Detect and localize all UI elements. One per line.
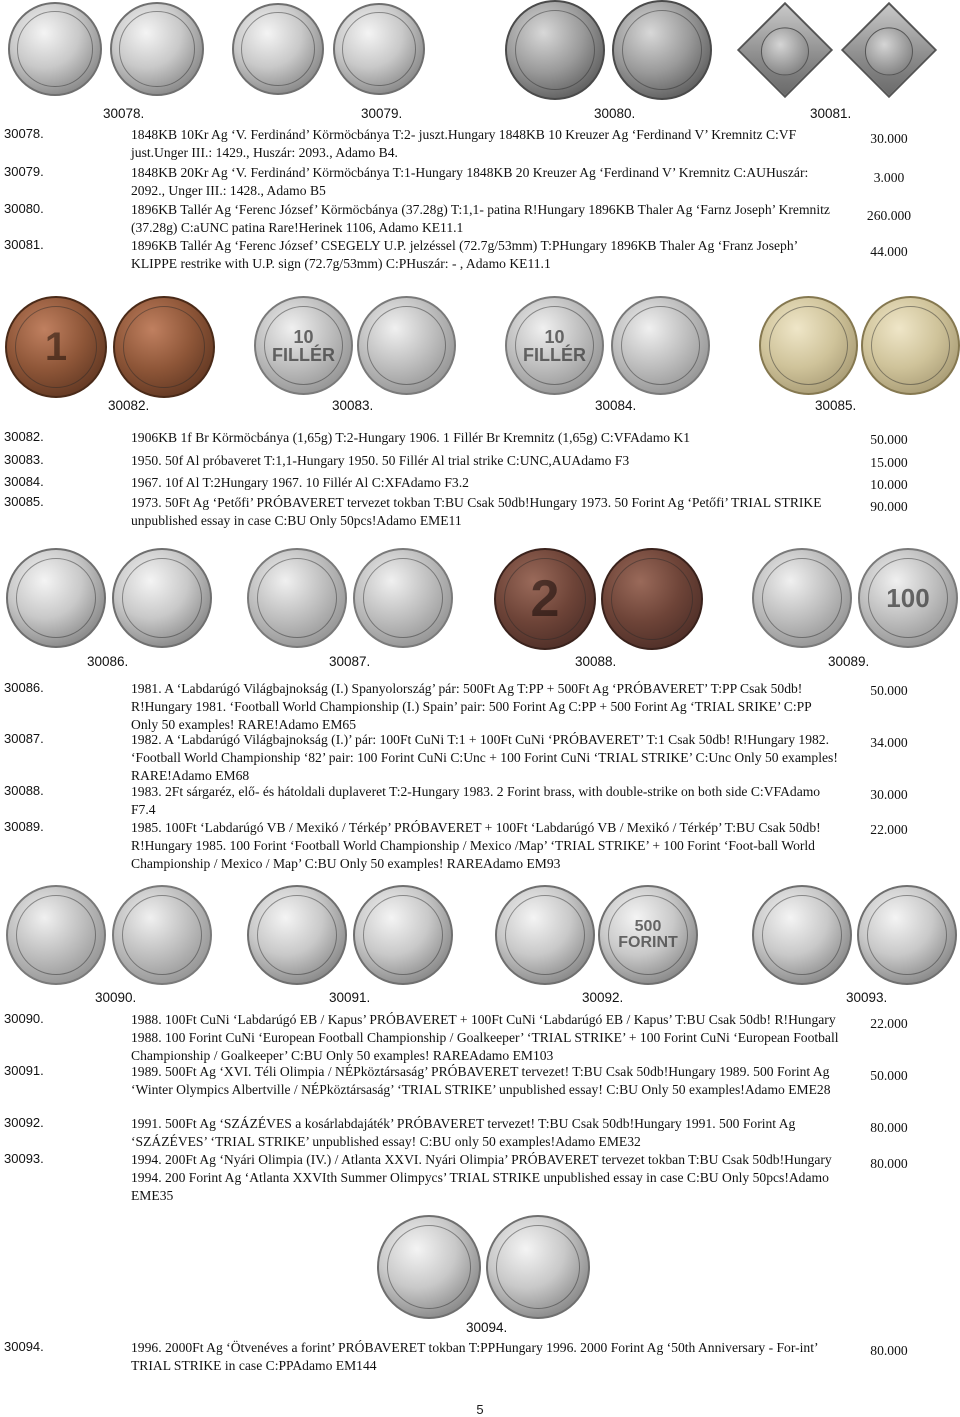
lot-price: 30.000 bbox=[870, 131, 908, 146]
coin-30091-reverse bbox=[353, 885, 453, 985]
lot-price: 80.000 bbox=[870, 1343, 908, 1358]
coin-30090-reverse bbox=[112, 885, 212, 985]
lot-number: 30091. bbox=[4, 1063, 44, 1078]
lot-number: 30082. bbox=[4, 429, 44, 444]
lot-number: 30080. bbox=[4, 201, 44, 216]
lot-label: 30092. bbox=[582, 990, 624, 1005]
coin-30088-reverse bbox=[601, 548, 703, 650]
lot-labels-row-1 bbox=[0, 106, 960, 124]
lot-labels-row-3 bbox=[0, 654, 960, 672]
lot-number: 30093. bbox=[4, 1151, 44, 1166]
lot-description: 1848KB 10Kr Ag ‘V. Ferdinánd’ Körmöcbánya T:2- juszt.Hungary 1848KB 10 Kreuzer Ag ‘Ferdinand V’ Kremnitz C:VF just.Unger III.: 1429., Huszár: 2093., Adamo B4. bbox=[131, 127, 797, 160]
coin-30089-obverse bbox=[752, 548, 852, 648]
coin-denomination: 2 bbox=[530, 570, 560, 628]
lot-label: 30087. bbox=[329, 654, 371, 669]
coin-30093-obverse bbox=[752, 885, 852, 985]
lot-description: 1982. A ‘Labdarúgó Világbajnokság (I.)’ pár: 100Ft CuNi T:1 + 100Ft CuNi ‘PRÓBAVERET’ T:1 Csak 50db! R!Hungary 1982. ‘Football World Championship ‘82’ pair: 100 Forint CuNi C:Unc + 100 Forint CuNi ‘TRIAL STRIKE’ C:Unc Only 50 examples! RARE!Adamo EM68 bbox=[131, 732, 838, 783]
coin-30080-obverse bbox=[505, 0, 605, 100]
lot-label: 30080. bbox=[594, 106, 636, 121]
coin-denomination: 1 bbox=[44, 325, 68, 369]
lot-price: 30.000 bbox=[870, 787, 908, 802]
lot-price: 50.000 bbox=[870, 683, 908, 698]
lot-description: 1950. 50f Al próbaveret T:1,1-Hungary 1950. 50 Fillér Al trial strike C:UNC,AUAdamo F3 bbox=[131, 453, 630, 468]
lot-labels-row-5 bbox=[0, 1320, 960, 1338]
lot-description: 1994. 200Ft Ag ‘Nyári Olimpia (IV.) / Atlanta XXVI. Nyári Olimpia’ PRÓBAVERET tervezet tokban T:BU Csak 50db!Hungary 1994. 200 Forint Ag ‘Atlanta XXVIth Summer Olimpycs’ TRIAL STRIKE unpublished essay in case C:BU Only 50pcs!Adamo EME35 bbox=[131, 1152, 832, 1203]
lot-label: 30093. bbox=[846, 990, 888, 1005]
lot-label: 30081. bbox=[810, 106, 852, 121]
lot-price: 80.000 bbox=[870, 1156, 908, 1171]
coin-30081-reverse bbox=[841, 2, 937, 98]
lot-number: 30081. bbox=[4, 237, 44, 252]
coin-30092-obverse bbox=[495, 885, 595, 985]
coin-30094-obverse bbox=[377, 1215, 481, 1319]
coin-30090-obverse bbox=[6, 885, 106, 985]
coin-30082-reverse bbox=[113, 296, 215, 398]
lot-price: 50.000 bbox=[870, 432, 908, 447]
lot-price: 50.000 bbox=[870, 1068, 908, 1083]
lot-labels-row-4 bbox=[0, 990, 960, 1008]
coin-30091-obverse bbox=[247, 885, 347, 985]
lot-label: 30085. bbox=[815, 398, 857, 413]
lot-label: 30086. bbox=[87, 654, 129, 669]
lot-label: 30094. bbox=[466, 1320, 508, 1335]
lot-description: 1967. 10f Al T:2Hungary 1967. 10 Fillér Al C:XFAdamo F3.2 bbox=[131, 475, 469, 490]
coin-30086-obverse bbox=[6, 548, 106, 648]
page-number: 5 bbox=[476, 1402, 484, 1417]
coin-30087-obverse bbox=[247, 548, 347, 648]
coin-30088-obverse bbox=[494, 548, 596, 650]
lot-price: 15.000 bbox=[870, 455, 908, 470]
coin-30084-reverse bbox=[611, 296, 710, 395]
lot-number: 30090. bbox=[4, 1011, 44, 1026]
coin-30083-reverse bbox=[357, 296, 456, 395]
coin-denomination: 10 FILLÉR bbox=[523, 326, 586, 365]
lot-description: 1988. 100Ft CuNi ‘Labdarúgó EB / Kapus’ PRÓBAVERET + 100Ft CuNi ‘Labdarúgó EB / Kapus’ T:BU Csak 50db! R!Hungary 1988. 100 Forint CuNi ‘European Football Championship / Goalkeeper’ ‘TRIAL STRIKE’ + 100 Forint CuNi ‘European Football Championship / Goalkeeper’ C:BU Only 50 examples! RAREAdamo EM103 bbox=[131, 1012, 839, 1063]
coin-30089-reverse bbox=[858, 548, 958, 648]
lot-number: 30092. bbox=[4, 1115, 44, 1130]
lot-label: 30084. bbox=[595, 398, 637, 413]
lot-label: 30090. bbox=[95, 990, 137, 1005]
lot-price: 90.000 bbox=[870, 499, 908, 514]
lot-number: 30089. bbox=[4, 819, 44, 834]
coin-30084-obverse bbox=[505, 296, 604, 395]
lot-number: 30085. bbox=[4, 494, 44, 509]
lot-description: 1896KB Tallér Ag ‘Ferenc József’ Körmöcbánya (37.28g) T:1,1- patina R!Hungary 1896KB Thaler Ag ‘Farnz Joseph’ Kremnitz (37.28g) C:aUNC patina Rare!Herinek 1106, Adamo KE11.1 bbox=[131, 202, 830, 235]
coin-30092-reverse bbox=[598, 885, 698, 985]
lot-label: 30091. bbox=[329, 990, 371, 1005]
coin-30086-reverse bbox=[112, 548, 212, 648]
coin-30093-reverse bbox=[857, 885, 957, 985]
coin-30094-reverse bbox=[486, 1215, 590, 1319]
coin-30078-reverse bbox=[110, 2, 204, 96]
coin-30080-reverse bbox=[612, 0, 712, 100]
coin-30082-obverse bbox=[5, 296, 107, 398]
lot-price: 260.000 bbox=[866, 208, 912, 223]
lot-label: 30082. bbox=[108, 398, 150, 413]
lot-price: 44.000 bbox=[870, 244, 908, 259]
coin-denomination: 100 bbox=[886, 583, 930, 613]
lot-label: 30088. bbox=[575, 654, 617, 669]
lot-description: 1996. 2000Ft Ag ‘Ötvenéves a forint’ PRÓBAVERET tokban T:PPHungary 1996. 2000 Forint Ag ‘50th Anniversary - For-int’ TRIAL STRIKE in case C:PPAdamo EM144 bbox=[131, 1340, 818, 1373]
lot-label: 30083. bbox=[332, 398, 374, 413]
lot-labels-row-2 bbox=[0, 398, 960, 416]
lot-description: 1896KB Tallér Ag ‘Ferenc József’ CSEGELY U.P. jelzéssel (72.7g/53mm) T:PHungary 1896KB Thaler Ag ‘Franz Joseph’ KLIPPE restrike with U.P. sign (72.7g/53mm) C:PHuszár: - , Adamo KE11.1 bbox=[131, 238, 798, 271]
lot-price: 3.000 bbox=[873, 170, 905, 185]
coin-30081-obverse bbox=[737, 2, 833, 98]
lot-label: 30089. bbox=[828, 654, 870, 669]
lot-number: 30083. bbox=[4, 452, 44, 467]
coin-30085-reverse bbox=[861, 296, 960, 395]
lot-number: 30086. bbox=[4, 680, 44, 695]
coin-30079-reverse bbox=[333, 3, 425, 95]
lot-number: 30078. bbox=[4, 126, 44, 141]
lot-description: 1981. A ‘Labdarúgó Világbajnokság (I.) Spanyolország’ pár: 500Ft Ag T:PP + 500Ft Ag ‘PRÓBAVERET’ T:PP Csak 50db! R!Hungary 1981. ‘Football World Championship (I.) Spain’ pair: 500 Forint Ag C:PP + 500 Forint Ag ‘TRIAL SRIKE’ C:PP Only 50 examples! RARE!Adamo EM65 bbox=[131, 681, 812, 732]
lot-price: 80.000 bbox=[870, 1120, 908, 1135]
coin-30078-obverse bbox=[8, 2, 102, 96]
lot-label: 30078. bbox=[103, 106, 145, 121]
lot-number: 30084. bbox=[4, 474, 44, 489]
lot-number: 30087. bbox=[4, 731, 44, 746]
lot-number: 30088. bbox=[4, 783, 44, 798]
lot-number: 30094. bbox=[4, 1339, 44, 1354]
lot-description: 1983. 2Ft sárgaréz, elő- és hátoldali duplaveret T:2-Hungary 1983. 2 Forint brass, with double-strike on both side C:VFAdamo F7.4 bbox=[131, 784, 821, 817]
lot-price: 22.000 bbox=[870, 822, 908, 837]
lot-price: 34.000 bbox=[870, 735, 908, 750]
lot-description: 1989. 500Ft Ag ‘XVI. Téli Olimpia / NÉPköztársaság’ PRÓBAVERET tervezet! T:BU Csak 50db!Hungary 1989. 500 Forint Ag ‘Winter Olympics Albertville / NÉPköztársaság’ ‘TRIAL STRIKE’ unpublished essay! C:BU Only 50 examples!Adamo EME28 bbox=[131, 1064, 831, 1097]
coin-30087-reverse bbox=[353, 548, 453, 648]
lot-description: 1848KB 20Kr Ag ‘V. Ferdinánd’ Körmöcbánya T:1-Hungary 1848KB 20 Kreuzer Ag ‘Ferdinand V’ Kremnitz C:AUHuszár: 2092., Unger III.: 1428., Adamo B5 bbox=[131, 165, 809, 198]
lot-description: 1991. 500Ft Ag ‘SZÁZÉVES a kosárlabdajáték’ PRÓBAVERET tervezet! T:BU Csak 50db!Hungary 1991. 500 Forint Ag ‘SZÁZÉVES’ ‘TRIAL STRIKE’ unpublished essay! C:BU only 50 examples!Adamo EME32 bbox=[131, 1116, 796, 1149]
coin-30079-obverse bbox=[232, 3, 324, 95]
coin-denomination: 10 FILLÉR bbox=[272, 326, 335, 365]
coin-30083-obverse bbox=[254, 296, 353, 395]
lot-number: 30079. bbox=[4, 164, 44, 179]
lot-label: 30079. bbox=[361, 106, 403, 121]
lot-description: 1985. 100Ft ‘Labdarúgó VB / Mexikó / Térkép’ PRÓBAVERET + 100Ft ‘Labdarúgó VB / Mexikó / Térkép’ T:BU Csak 50db! R!Hungary 1985. 100 Forint ‘Football World Championship / Mexico /Map’ ‘TRIAL STRIKE’ + 100 Forint ‘Foot-ball World Championship / Mexico / Map’ C:BU Only 50 examples! RAREAdamo EM93 bbox=[131, 820, 821, 871]
lot-description: 1973. 50Ft Ag ‘Petőfi’ PRÓBAVERET tervezet tokban T:BU Csak 50db!Hungary 1973. 50 Forint Ag ‘Petőfi’ TRIAL STRIKE unpublished essay in case C:BU Only 50pcs!Adamo EME11 bbox=[131, 495, 822, 528]
coin-30085-obverse bbox=[759, 296, 858, 395]
coin-denomination: 500 FORINT bbox=[618, 918, 678, 951]
lot-price: 10.000 bbox=[870, 477, 908, 492]
lot-description: 1906KB 1f Br Körmöcbánya (1,65g) T:2-Hungary 1906. 1 Fillér Br Kremnitz (1,65g) C:VFAdamo K1 bbox=[131, 430, 691, 445]
lot-price: 22.000 bbox=[870, 1016, 908, 1031]
